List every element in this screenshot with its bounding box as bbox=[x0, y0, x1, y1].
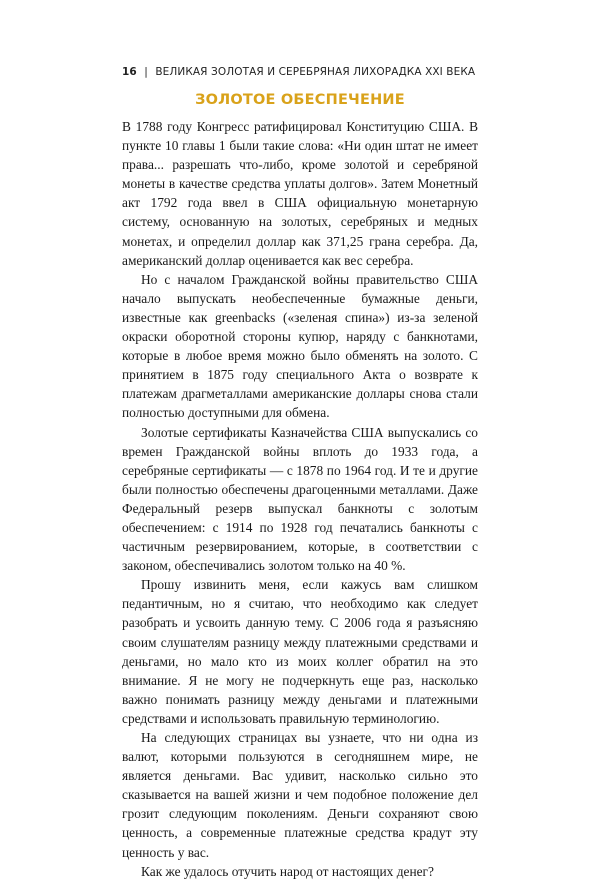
paragraph: Золотые сертификаты Казначейства США выпускались со времен Гражданской войны вплоть до 1933 года, а серебряные сертификаты — с 1878 по 1964 год. И те и другие были полностью обеспечены драгоценными металлами. Даже Федеральный резерв выпускал банкноты с золотым обеспечением: с 1914 по 1928 год печатались банкноты с частичным резервированием, которые, в соответствии с законом, обеспечивались золотом только на 40 %. bbox=[122, 424, 478, 574]
section-title: ЗОЛОТОЕ ОБЕСПЕЧЕНИЕ bbox=[195, 92, 405, 108]
running-head bbox=[122, 66, 482, 78]
paragraph: Как же удалось отучить народ от настоящих денег? bbox=[141, 863, 434, 879]
paragraph: На следующих страницах вы узнаете, что ни одна из валют, которыми пользуются в сегодняшнем мире, не является деньгами. Вас удивит, насколько сильно это сказывается на вашей жизни и чем подобное положение дел грозит следующим поколениям. Деньги сохраняют свою ценность, а современные платежные средства крадут эту ценность у вас. bbox=[122, 730, 478, 860]
paragraph: Но с началом Гражданской войны правительство США начало выпускать необеспеченные бумажные деньги, известные как greenbacks («зеленая спина») из-за зеленой окраски оборотной стороны купюр, наряду с банкнотами, которые в любое время можно было обменять на золото. С принятием в 1875 году специального Акта о возврате к платежам драгметаллами американские доллары снова стали полностью доступными для обмена. bbox=[122, 271, 478, 421]
page-number: 16 bbox=[122, 66, 137, 78]
paragraph: Прошу извинить меня, если кажусь вам слишком педантичным, но я считаю, что необходимо как следует разобрать и усвоить данную тему. С 2006 года я разъясняю своим слушателям разницу между платежными средствами и деньгами, но мало кто из моих коллег обратил на это внимание. Я не могу не подчеркнуть еще раз, насколько важно понимать разницу между деньгами и платежными средствами и использовать правильную терминологию. bbox=[122, 577, 478, 726]
body-text bbox=[122, 117, 478, 881]
paragraph: В 1788 году Конгресс ратифицировал Конституцию США. В пункте 10 главы 1 были такие слова: «Ни один штат не имеет права... разрешать что-либо, кроме золотой и серебряной монеты в качестве средства уплаты долгов». Затем Монетный акт 1792 года ввел в США официальную монетарную систему, основанную на золотых, серебряных и медных монетах, и определил доллар как 371,25 грана серебра. Да, американский доллар оценивается как вес серебра. bbox=[122, 119, 478, 268]
header-separator: | bbox=[144, 66, 148, 78]
book-title: ВЕЛИКАЯ ЗОЛОТАЯ И СЕРЕБРЯНАЯ ЛИХОРАДКА XXI ВЕКА bbox=[155, 66, 476, 78]
